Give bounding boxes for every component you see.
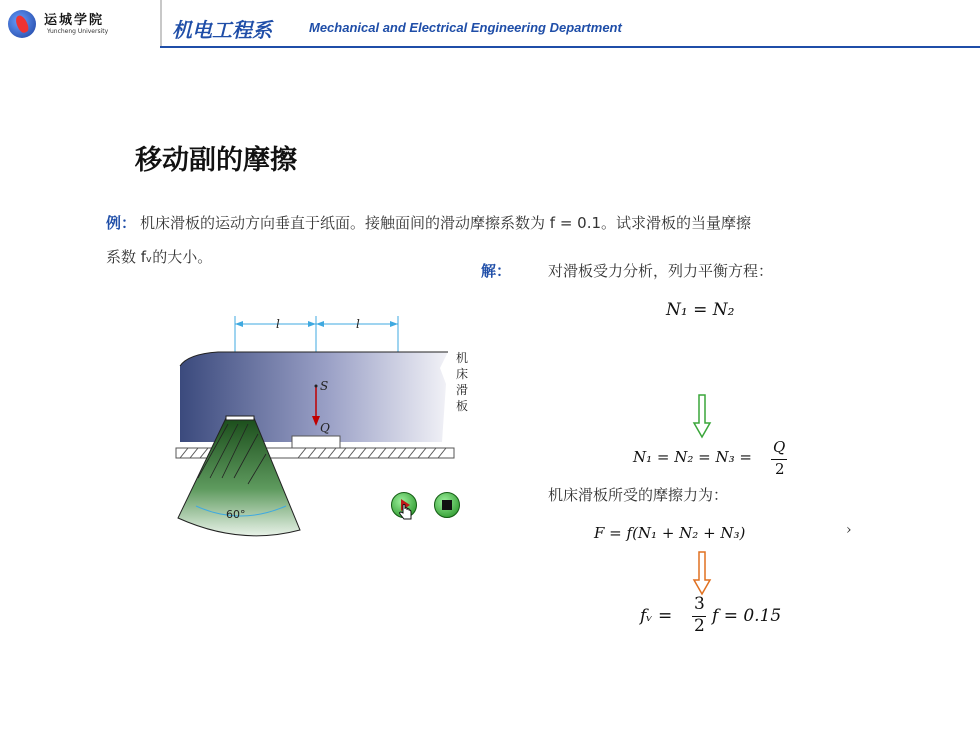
load-label: Q	[320, 421, 330, 435]
problem-text-line2: 系数 fᵥ的大小。	[106, 248, 213, 266]
side-label-char-1: 机	[456, 351, 469, 365]
logo-text-cn: 运城学院	[44, 13, 105, 28]
page-title: 移动副的摩擦	[135, 145, 297, 176]
solution-intro: 对滑板受力分析，列力平衡方程：	[548, 262, 774, 280]
equation-3: F = f(N₁ + N₂ + N₃)	[594, 524, 746, 542]
hand-cursor-icon	[398, 503, 414, 521]
equation-4-left: fᵥ =	[640, 606, 673, 626]
equation-4-numerator: 3	[694, 594, 705, 614]
dim-label-2: l	[356, 317, 360, 331]
slide-guide-diagram	[158, 308, 478, 558]
header-underline	[160, 46, 980, 48]
department-title-cn: 机电工程系	[172, 18, 272, 42]
equation-2-denominator: 2	[775, 460, 785, 478]
equation-4	[640, 596, 820, 640]
header	[0, 0, 980, 50]
logo-text-en: Yuncheng University	[47, 28, 109, 35]
dim-label-1: l	[276, 317, 280, 331]
down-arrow-orange-icon	[692, 550, 712, 596]
solution-label: 解：	[481, 262, 512, 280]
university-logo	[0, 0, 158, 46]
stray-mark: ›	[846, 522, 852, 538]
header-divider	[160, 0, 162, 46]
equation-2-numerator: Q	[773, 438, 786, 456]
equation-1: N₁ = N₂	[666, 300, 735, 320]
center-of-mass-label: S	[320, 379, 329, 393]
side-label-char-4: 板	[456, 399, 469, 413]
equation-2-left: N₁ = N₂ = N₃ =	[633, 448, 752, 466]
stop-button[interactable]	[434, 492, 460, 518]
equation-4-right: f = 0.15	[712, 606, 782, 626]
friction-force-text: 机床滑板所受的摩擦力为：	[548, 486, 729, 504]
down-arrow-green-icon	[692, 393, 712, 439]
side-label-char-2: 床	[456, 367, 469, 381]
play-button[interactable]	[391, 492, 417, 518]
angle-label: 60°	[226, 508, 246, 521]
department-title-en: Mechanical and Electrical Engineering Department	[309, 20, 622, 35]
example-label: 例：	[106, 214, 137, 232]
problem-text-line1: 机床滑板的运动方向垂直于纸面。接触面间的滑动摩擦系数为 f = 0.1。试求滑板的当量摩擦	[140, 214, 752, 232]
side-label-char-3: 滑	[456, 383, 469, 397]
logo-emblem-icon	[8, 10, 36, 38]
equation-2	[633, 440, 803, 480]
equation-4-denominator: 2	[694, 616, 705, 636]
